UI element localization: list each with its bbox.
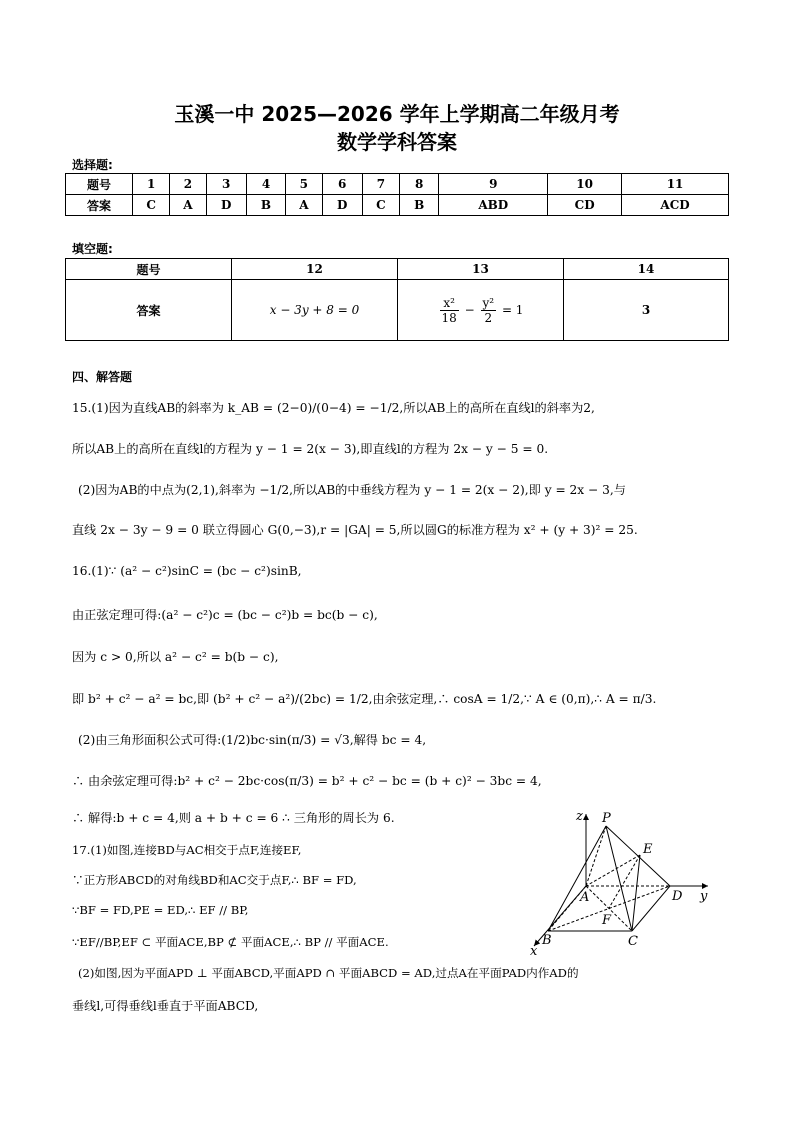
fill-num-14: 14 — [564, 259, 729, 280]
label-y: y — [700, 889, 708, 904]
p16-line-3: 因为 c > 0,所以 a² − c² = b(b − c), — [72, 650, 279, 664]
fill-row-label-a: 答案 — [66, 280, 232, 341]
p16-line-6: ∴ 由余弦定理可得:b² + c² − 2bc·cos(π/3) = b² + c² − bc = (b + c)² − 3bc = 4, — [72, 774, 542, 788]
choice-num-11: 11 — [622, 174, 729, 195]
fill-num-13: 13 — [398, 259, 564, 280]
seg-EA — [586, 855, 640, 886]
fill-row-label-q: 题号 — [66, 259, 232, 280]
fill-table — [65, 258, 729, 341]
choice-ans-10: CD — [548, 195, 622, 216]
choice-num-4: 4 — [246, 174, 285, 195]
label-E: E — [643, 842, 653, 857]
choice-num-6: 6 — [322, 174, 362, 195]
choice-ans-9: ABD — [439, 195, 548, 216]
edge-CD — [632, 886, 670, 931]
fraction-y2-2: $\frac{\text{y²}}{2}$ — [482, 295, 495, 325]
label-x: x — [530, 944, 538, 958]
edge-PB — [548, 826, 606, 931]
choice-ans-3: D — [206, 195, 246, 216]
choice-ans-4: B — [246, 195, 285, 216]
choice-ans-8: B — [400, 195, 439, 216]
choice-ans-1: C — [133, 195, 170, 216]
label-F: F — [602, 913, 612, 928]
choice-table — [65, 173, 729, 216]
label-D: D — [672, 889, 683, 904]
choice-num-9: 9 — [439, 174, 548, 195]
p16-line-5: (2)由三角形面积公式可得:(1/2)bc·sin(π/3) = √3,解得 bc = 4, — [78, 733, 427, 747]
p16-line-4: 即 b² + c² − a² = bc,即 (b² + c² − a²)/(2bc) = 1/2,由余弦定理,∴ cosA = 1/2,∵ A ∈ (0,π),∴ A = π/3. — [72, 692, 657, 706]
fraction-x2-18: $\frac{\text{x²}}{18}$ — [441, 295, 457, 325]
p17-line-5: (2)如图,因为平面APD ⊥ 平面ABCD,平面APD ∩ 平面ABCD = AD,过点A在平面PAD内作AD的 — [78, 966, 579, 980]
p17-line-2: ∵正方形ABCD的对角线BD和AC交于点F,∴ BF = FD, — [72, 873, 357, 887]
p15-line-2: 所以AB上的高所在直线l的方程为 y − 1 = 2(x − 3),即直线l的方程为 2x − y − 5 = 0. — [72, 442, 549, 456]
choice-num-1: 1 — [133, 174, 170, 195]
p15-line-3: (2)因为AB的中点为(2,1),斜率为 −1/2,所以AB的中垂线方程为 y − 1 = 2(x − 2),即 y = 2x − 3,与 — [78, 483, 626, 497]
choice-row-label-q: 题号 — [66, 174, 133, 195]
choice-ans-7: C — [362, 195, 399, 216]
p15-line-4: 直线 2x − 3y − 9 = 0 联立得圆心 G(0,−3),r = |GA| = 5,所以圆G的标准方程为 x² + (y + 3)² = 25. — [72, 523, 638, 537]
pyramid-figure — [520, 808, 720, 958]
fill-section-label: 填空题: — [72, 242, 113, 256]
label-C: C — [628, 934, 638, 949]
seg-EC — [632, 855, 640, 931]
label-P: P — [602, 811, 611, 826]
p16-line-7: ∴ 解得:b + c = 4,则 a + b + c = 6 ∴ 三角形的周长为 6. — [72, 811, 395, 825]
choice-num-5: 5 — [286, 174, 322, 195]
fill-num-12: 12 — [232, 259, 398, 280]
choice-num-8: 8 — [400, 174, 439, 195]
title-line-2: 数学学科答案 — [337, 130, 457, 154]
fill-ans-14: 3 — [564, 280, 729, 341]
label-z: z — [576, 809, 583, 824]
choice-row-label-a: 答案 — [66, 195, 133, 216]
p17-line-1: 17.(1)如图,连接BD与AC相交于点F,连接EF, — [72, 843, 302, 857]
choice-num-2: 2 — [170, 174, 206, 195]
p17-line-3: ∵BF = FD,PE = ED,∴ EF // BP, — [72, 903, 249, 917]
choice-ans-2: A — [170, 195, 206, 216]
p17-line-4: ∵EF//BP,EF ⊂ 平面ACE,BP ⊄ 平面ACE,∴ BP // 平面ACE. — [72, 935, 389, 949]
label-B: B — [542, 933, 552, 948]
choice-ans-11: ACD — [622, 195, 729, 216]
choice-section-label: 选择题: — [72, 158, 113, 172]
p15-line-1: 15.(1)因为直线AB的斜率为 k_AB = (2−0)/(0−4) = −1/2,所以AB上的高所在直线l的斜率为2, — [72, 401, 595, 415]
fill-ans-12: x − 3y + 8 = 0 — [232, 280, 398, 341]
fill-ans-13: $\frac{\text{x²}}{18}$ − $\frac{\text{y²}}{2}$ = 1 — [398, 280, 564, 341]
choice-num-7: 7 — [362, 174, 399, 195]
p17-line-6: 垂线l,可得垂线l垂直于平面ABCD, — [72, 999, 259, 1013]
label-A: A — [580, 890, 590, 905]
choice-num-3: 3 — [206, 174, 246, 195]
title-line-1: 玉溪一中 2025—2026 学年上学期高二年级月考 — [174, 102, 620, 126]
p16-line-1: 16.(1)∵ (a² − c²)sinC = (bc − c²)sinB, — [72, 564, 302, 578]
choice-num-10: 10 — [548, 174, 622, 195]
choice-ans-6: D — [322, 195, 362, 216]
fill-answer-row — [66, 280, 729, 341]
fill-number-row — [66, 259, 729, 280]
choice-number-row — [66, 174, 729, 195]
choice-answer-row — [66, 195, 729, 216]
solutions-section-label: 四、解答题 — [72, 370, 133, 384]
p16-line-2: 由正弦定理可得:(a² − c²)c = (bc − c²)b = bc(b − c), — [72, 608, 378, 622]
choice-ans-5: A — [286, 195, 322, 216]
